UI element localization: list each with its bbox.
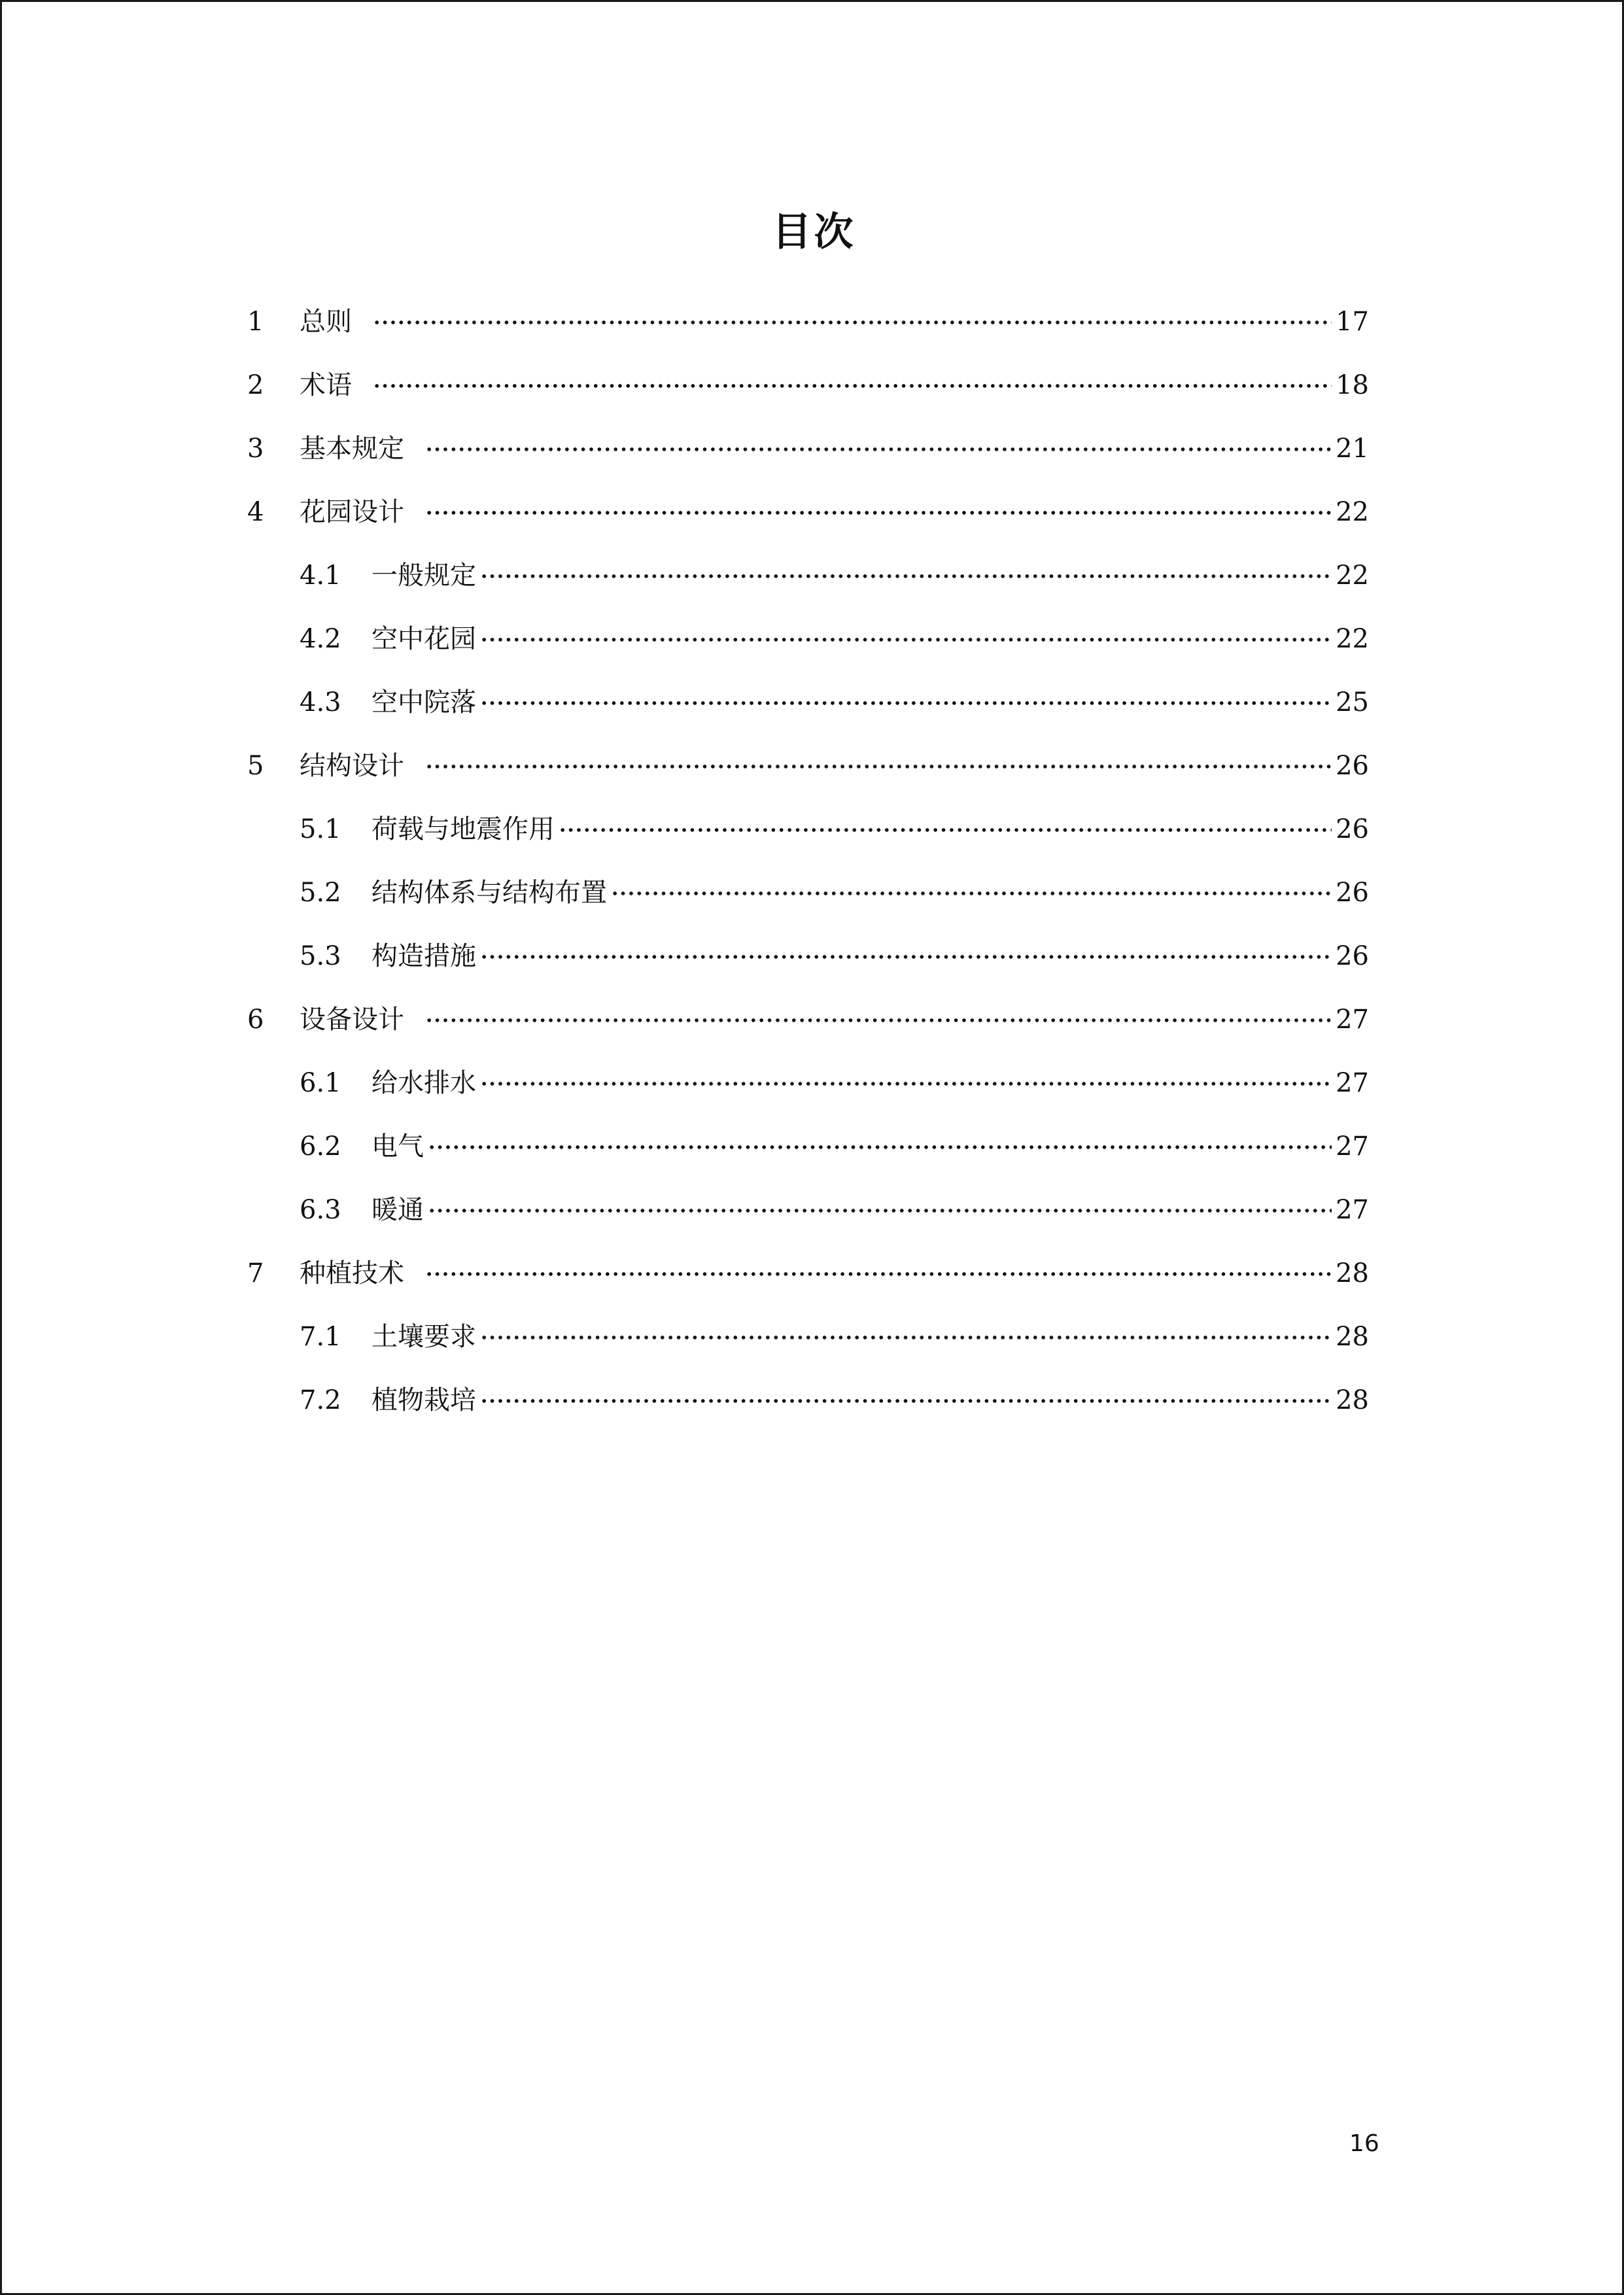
toc-entry-label: 结构体系与结构布置: [371, 877, 607, 908]
toc-entry-number: 4: [247, 496, 264, 527]
dot-leader: [425, 765, 1332, 768]
toc-entry-number: 1: [247, 306, 264, 337]
toc-entry-number: 6: [247, 1004, 264, 1035]
toc-entry-page: 26: [1336, 750, 1369, 781]
toc-subentry[interactable]: [247, 1051, 1369, 1114]
toc-entry[interactable]: [247, 1241, 1369, 1305]
toc-entry-page: 22: [1336, 496, 1369, 527]
dot-leader: [480, 574, 1332, 578]
toc-entry-label: 术语: [300, 370, 352, 400]
dot-leader: [480, 701, 1332, 705]
dot-leader: [480, 955, 1332, 959]
toc-entry-page: 22: [1336, 560, 1369, 591]
toc-entry-label: 给水排水: [371, 1067, 476, 1098]
toc-entry-label: 暖通: [371, 1194, 424, 1225]
toc-entry-page: 27: [1336, 1131, 1369, 1162]
toc-entry-number: 5.1: [300, 814, 341, 844]
toc-entry-page: 28: [1336, 1321, 1369, 1352]
toc-entry-page: 17: [1336, 306, 1369, 337]
toc-entry-page: 28: [1336, 1258, 1369, 1288]
dot-leader: [373, 320, 1332, 324]
toc-entry-number: 7.1: [300, 1321, 341, 1352]
toc-entry-label: 构造措施: [371, 940, 476, 971]
toc-entry-page: 25: [1336, 687, 1369, 717]
dot-leader: [480, 638, 1332, 642]
toc-entry-page: 28: [1336, 1385, 1369, 1415]
toc-entry-page: 26: [1336, 940, 1369, 971]
toc-entry-page: 21: [1336, 433, 1369, 464]
toc-subentry[interactable]: [247, 544, 1369, 607]
dot-leader: [425, 511, 1332, 515]
dot-leader: [480, 1399, 1332, 1403]
toc-subentry[interactable]: [247, 924, 1369, 988]
toc-entry-label: 空中院落: [371, 687, 476, 717]
toc-entry-number: 3: [247, 433, 264, 464]
toc-entry[interactable]: [247, 417, 1369, 480]
toc-entry-number: 5.3: [300, 940, 341, 971]
toc-entry[interactable]: [247, 480, 1369, 544]
toc-entry-number: 7: [247, 1258, 264, 1288]
toc-entry-label: 电气: [371, 1131, 424, 1162]
dot-leader: [559, 828, 1332, 832]
toc-entry[interactable]: [247, 988, 1369, 1051]
toc-entry-label: 基本规定: [300, 433, 404, 464]
toc-entry-label: 种植技术: [300, 1258, 404, 1288]
toc-entry-page: 22: [1336, 623, 1369, 654]
toc-subentry[interactable]: [247, 861, 1369, 924]
toc-entry-number: 5.2: [300, 877, 341, 908]
toc-entry-number: 4.3: [300, 687, 341, 717]
dot-leader: [428, 1145, 1332, 1149]
toc-entry-page: 26: [1336, 814, 1369, 844]
toc-entry[interactable]: [247, 290, 1369, 353]
toc-entry-number: 7.2: [300, 1385, 341, 1415]
toc-entry-label: 土壤要求: [371, 1321, 476, 1352]
toc-subentry[interactable]: [247, 1114, 1369, 1178]
toc-entry-number: 2: [247, 370, 264, 400]
toc-entry-page: 26: [1336, 877, 1369, 908]
toc-entry-page: 27: [1336, 1067, 1369, 1098]
toc-entry-label: 花园设计: [300, 496, 404, 527]
toc-entry-page: 18: [1336, 370, 1369, 400]
toc-entry-page: 27: [1336, 1004, 1369, 1035]
dot-leader: [425, 447, 1332, 451]
toc-subentry[interactable]: [247, 1368, 1369, 1432]
dot-leader: [428, 1209, 1332, 1213]
dot-leader: [425, 1018, 1332, 1022]
toc-entry-label: 一般规定: [371, 560, 476, 591]
toc-entry-label: 植物栽培: [371, 1385, 476, 1415]
toc-subentry[interactable]: [247, 1178, 1369, 1241]
dot-leader: [480, 1082, 1332, 1086]
dot-leader: [480, 1336, 1332, 1339]
toc-entry-number: 4.2: [300, 623, 341, 654]
toc-entry-number: 6.2: [300, 1131, 341, 1162]
toc-subentry[interactable]: [247, 797, 1369, 861]
toc-entry-number: 4.1: [300, 560, 341, 591]
toc-entry-page: 27: [1336, 1194, 1369, 1225]
toc-entry-label: 总则: [300, 306, 352, 337]
toc-entry-label: 荷载与地震作用: [371, 814, 555, 844]
toc-subentry[interactable]: [247, 670, 1369, 734]
toc-entry-label: 设备设计: [300, 1004, 404, 1035]
toc-entry[interactable]: [247, 353, 1369, 417]
dot-leader: [611, 891, 1332, 895]
page-number: 16: [1349, 2130, 1379, 2157]
toc-entry-number: 6.1: [300, 1067, 341, 1098]
toc-entry-number: 6.3: [300, 1194, 341, 1225]
toc-entry-label: 结构设计: [300, 750, 404, 781]
dot-leader: [425, 1272, 1332, 1276]
toc-entry[interactable]: [247, 734, 1369, 797]
toc-subentry[interactable]: [247, 607, 1369, 670]
toc-entry-label: 空中花园: [371, 623, 476, 654]
dot-leader: [373, 384, 1332, 388]
toc-title: 目次: [772, 209, 856, 255]
toc-subentry[interactable]: [247, 1305, 1369, 1368]
toc-entry-number: 5: [247, 750, 264, 781]
